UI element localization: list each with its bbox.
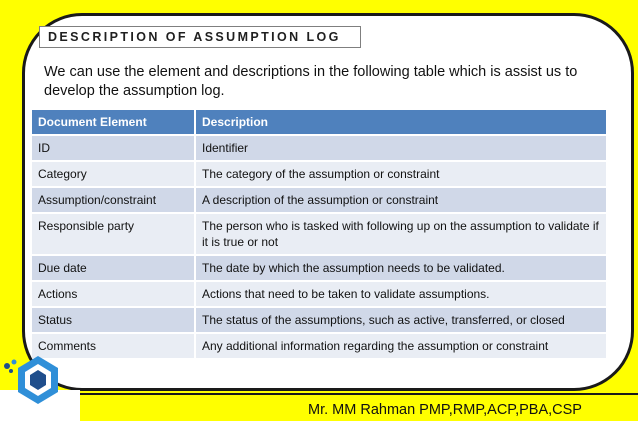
row-description: Identifier xyxy=(195,135,606,161)
table-row xyxy=(32,213,606,255)
row-description: A description of the assumption or constraint xyxy=(195,187,606,213)
footer-author: Mr. MM Rahman PMP,RMP,ACP,PBA,CSP xyxy=(308,402,582,418)
table-row xyxy=(32,333,606,358)
header-document-element: Document Element xyxy=(32,110,195,135)
slide-title: DESCRIPTION OF ASSUMPTION LOG xyxy=(39,26,361,48)
row-description: The person who is tasked with following up on the assumption to validate if it is true or not xyxy=(195,213,606,255)
table-row xyxy=(32,135,606,161)
header-description: Description xyxy=(195,110,606,135)
row-description: Any additional information regarding the assumption or constraint xyxy=(195,333,606,358)
intro-text: We can use the element and descriptions in the following table which is assist us to develop the assumption log. xyxy=(44,64,578,99)
row-description: The status of the assumptions, such as active, transferred, or closed xyxy=(195,307,606,333)
row-element: Responsible party xyxy=(32,213,195,255)
row-description: Actions that need to be taken to validate assumptions. xyxy=(195,281,606,307)
row-description: The category of the assumption or constraint xyxy=(195,161,606,187)
table-header-row xyxy=(32,110,606,135)
row-description: The date by which the assumption needs to be validated. xyxy=(195,255,606,281)
row-element: Due date xyxy=(32,255,195,281)
table-row xyxy=(32,161,606,187)
row-element: Category xyxy=(32,161,195,187)
hexagon-cube-logo-icon xyxy=(2,352,66,412)
table-row xyxy=(32,307,606,333)
row-element: Actions xyxy=(32,281,195,307)
table-row xyxy=(32,255,606,281)
row-element: Status xyxy=(32,307,195,333)
row-element: Assumption/constraint xyxy=(32,187,195,213)
assumption-log-table xyxy=(32,110,606,358)
row-element: Comments xyxy=(32,333,195,358)
table-row xyxy=(32,281,606,307)
row-element: ID xyxy=(32,135,195,161)
table-row xyxy=(32,187,606,213)
